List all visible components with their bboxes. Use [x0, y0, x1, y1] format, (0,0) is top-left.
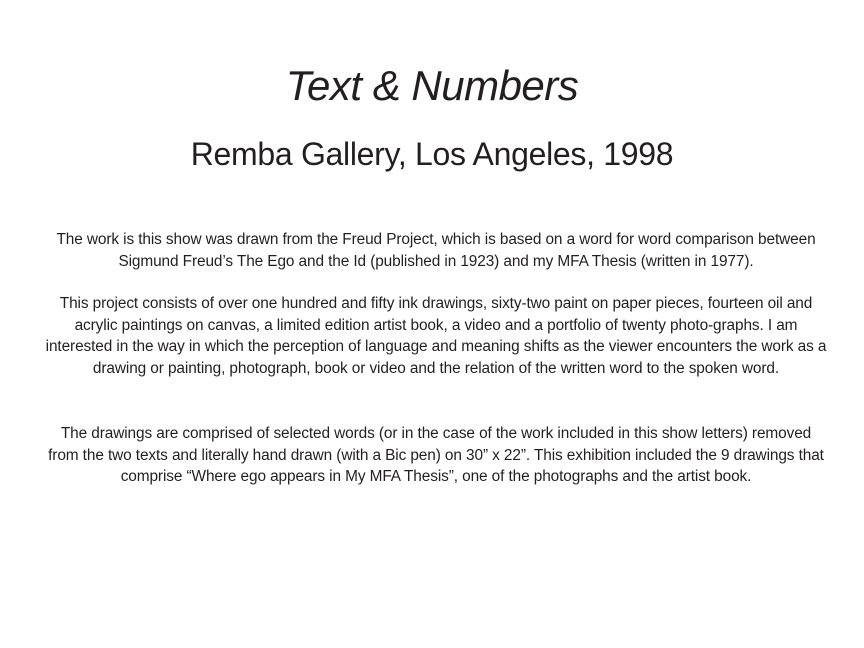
paragraph-freud-project: The work is this show was drawn from the Freud Project, which is based on a word for word comparison between Sigmund Freud’s The Ego and the Id (published in 1923) and my MFA Thesis (written in 1977). — [56, 231, 816, 270]
exhibition-subtitle: Remba Gallery, Los Angeles, 1998 — [190, 136, 674, 172]
page-title: Text & Numbers — [285, 62, 579, 109]
paragraph-project-description: This project consists of over one hundred and fifty ink drawings, sixty-two paint on paper pieces, fourteen oil and acrylic paintings on canvas, a limited edition artist book, a video and a portfolio of twenty photo-graphs. I am interested in the way in which the perception of language and meaning shifts as the viewer encounters the work as a drawing or painting, photograph, book or video and the relation of the written word to the spoken word. — [45, 295, 827, 377]
paragraph-drawings: The drawings are comprised of selected words (or in the case of the work included in this show letters) removed from the two texts and literally hand drawn (with a Bic pen) on 30” x 22”. This exhibition included the 9 drawings that comprise “Where ego appears in My MFA Thesis”, one of the photographs and the artist book. — [48, 425, 824, 486]
